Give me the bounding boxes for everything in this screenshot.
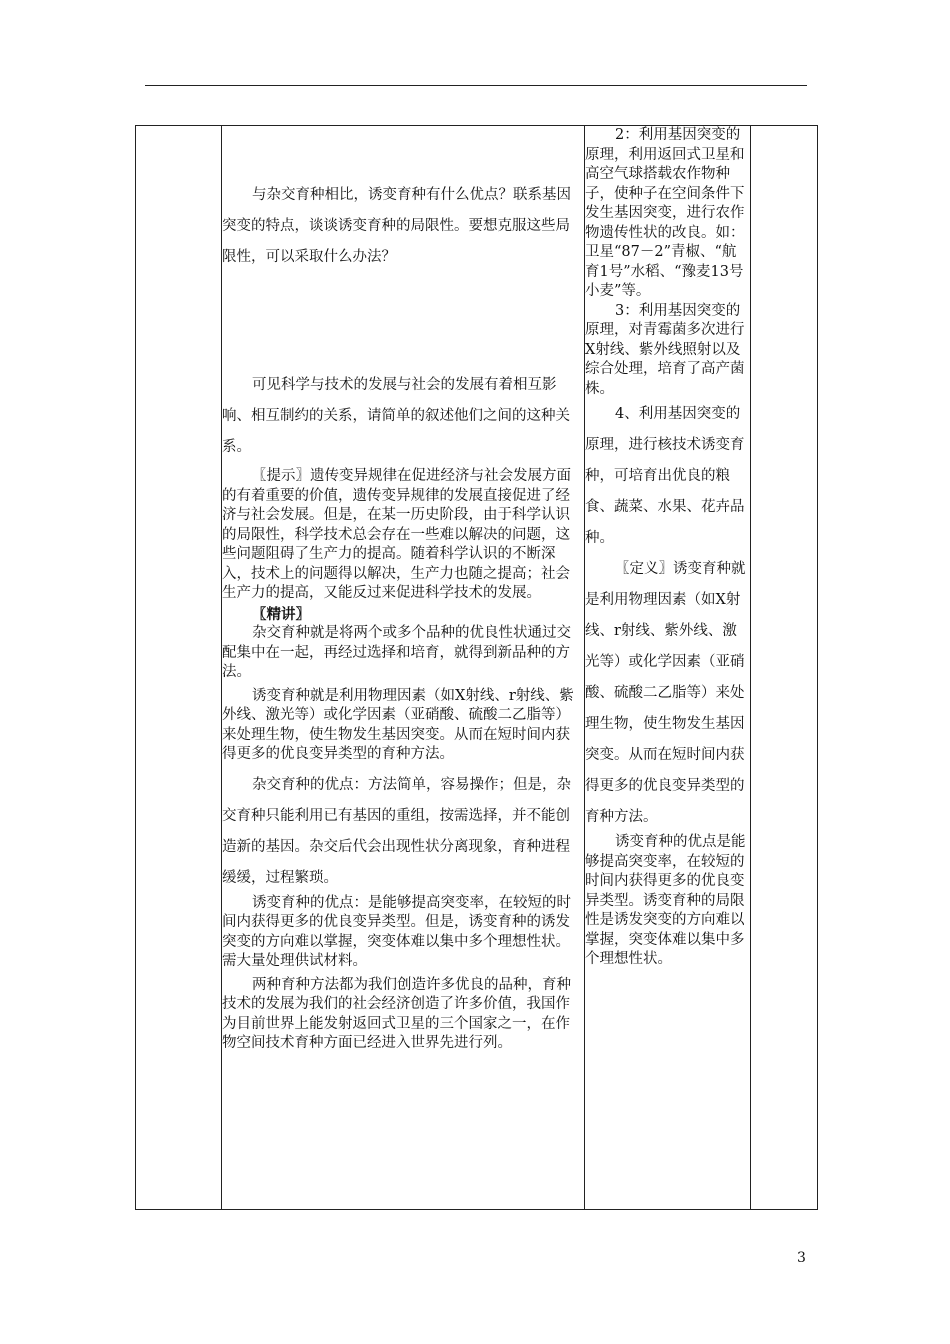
- table-row: [136, 126, 818, 1210]
- student-activity-column: [585, 126, 751, 1210]
- mutation-breeding-definition: 诱变育种就是利用物理因素（如X射线、r射线、紫外线、激光等）或化学因素（亚硝酸、硫酸二乙脂等）来处理生物，使生物发生基因突变。从而在短时间内获得更多的优良变异类型的育种方法。: [222, 687, 574, 762]
- side-item-3: 3：利用基因突变的原理，对青霉菌多次进行X射线、紫外线照射以及综合处理，培育了高产菌株。: [585, 302, 745, 397]
- notes-column: [751, 126, 818, 1210]
- hybrid-breeding-definition: 杂交育种就是将两个或多个品种的优良性状通过交配集中在一起，再经过选择和培育，就得到新品种的方法。: [222, 625, 571, 680]
- hint-paragraph: 〖提示〗遗传变异规律在促进经济与社会发展方面的有着重要的价值，遗传变异规律的发展直接促进了经济与社会发展。但是，在某一历史阶段，由于科学认识的局限性，科学技术总会存在一些难以解决的问题，这些问题阻碍了生产力的提高。随着科学认识的不断深入，技术上的问题得以解决，生产力也随之提高；社会生产力的提高，又能反过来促进科学技术的发展。: [222, 468, 571, 601]
- mutation-breeding-advantages: 诱变育种的优点：是能够提高突变率，在较短的时间内获得更多的优良变异类型。但是，诱变育种的诱发突变的方向难以掌握，突变体难以集中多个理想性状。需大量处理供试材料。: [222, 894, 571, 969]
- side-definition: 〖定义〗诱变育种就是利用物理因素（如X射线、r射线、紫外线、激光等）或化学因素（亚硝酸、硫酸二乙脂等）来处理生物，使生物发生基因突变。从而在短时间内获得更多的优良变异类型的育种方法。: [585, 561, 746, 825]
- lecture-heading: 〖精讲〗: [252, 605, 310, 623]
- stage-column: [136, 126, 222, 1210]
- header-rule: [145, 85, 807, 86]
- side-advantage: 诱变育种的优点是能够提高突变率，在较短的时间内获得更多的优良变异类型。诱变育种的局限性是诱发突变的方向难以掌握，突变体难以集中多个理想性状。: [585, 834, 746, 967]
- page-number: 3: [797, 1250, 806, 1266]
- discussion-question-1: 与杂交育种相比，诱变育种有什么优点？联系基因突变的特点，谈谈诱变育种的局限性。要想克服这些局限性，可以采取什么办法？: [222, 187, 571, 265]
- summary-paragraph: 两种育种方法都为我们创造许多优良的品种，育种技术的发展为我们的社会经济创造了许多价值，我国作为目前世界上能发射返回式卫星的三个国家之一，在作物空间技术育种方面已经进入世界先进行列。: [222, 976, 571, 1051]
- side-item-4: 4、利用基因突变的原理，进行核技术诱变育种，可培育出优良的粮食、蔬菜、水果、花卉品种。: [585, 406, 745, 546]
- teaching-content-column: [222, 126, 585, 1210]
- lesson-table: [135, 125, 818, 1210]
- hybrid-breeding-advantages: 杂交育种的优点：方法简单，容易操作；但是，杂交育种只能利用已有基因的重组，按需选择，并不能创造新的基因。杂交后代会出现性状分离现象，育种进程缓缓，过程繁琐。: [222, 776, 571, 886]
- side-item-2: 2：利用基因突变的原理，利用返回式卫星和高空气球搭载农作物种子，使种子在空间条件下发生基因突变，进行农作物遗传性状的改良。如：卫星“87－2”青椒、“航育1号”水稻、“豫麦13号小麦”等。: [585, 127, 745, 299]
- discussion-question-2: 可见科学与技术的发展与社会的发展有着相互影响、相互制约的关系，请简单的叙述他们之间的这种关系。: [222, 377, 570, 455]
